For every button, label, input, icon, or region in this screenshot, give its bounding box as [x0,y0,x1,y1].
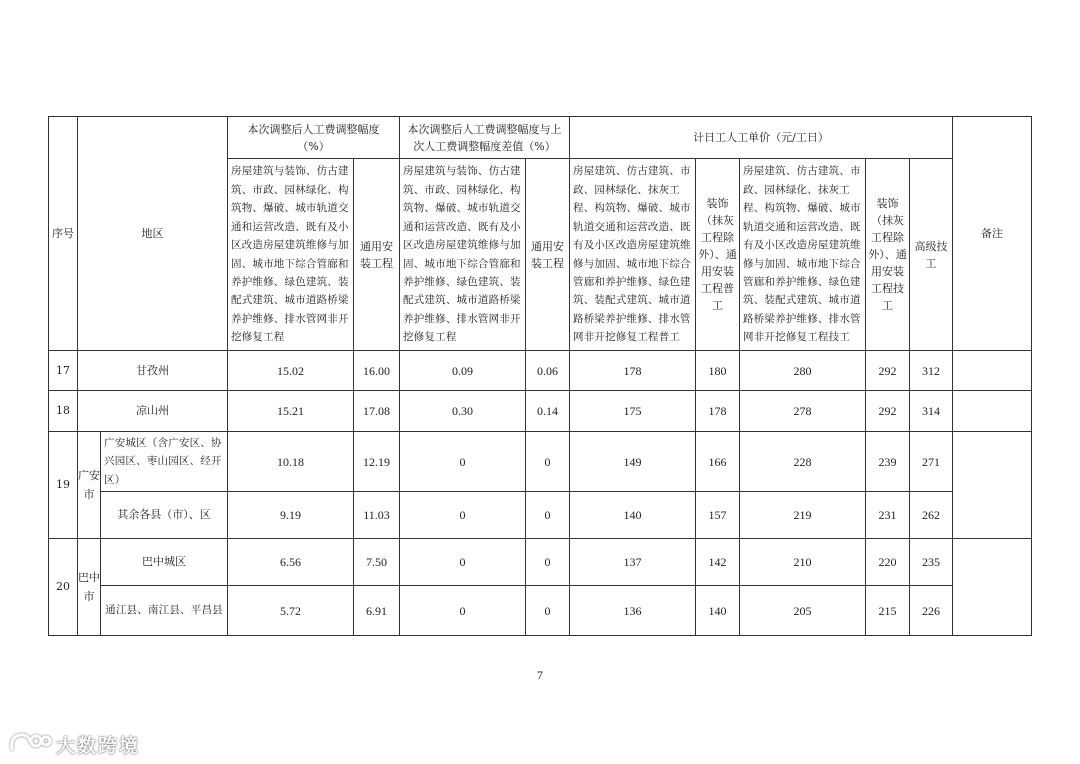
row-subregion: 广安城区（含广安区、协兴园区、枣山园区、经开区） [101,432,228,492]
cell-value: 215 [866,586,910,636]
cell-value: 0 [400,539,526,586]
row-subregion: 通江县、南江县、平昌县 [101,586,228,636]
header-region: 地区 [78,117,228,351]
cell-value: 6.56 [228,539,354,586]
cell-value: 136 [570,586,696,636]
row-remark [953,432,1032,539]
row-region: 甘孜州 [78,351,228,391]
cell-value: 16.00 [354,351,400,391]
cell-value: 205 [740,586,866,636]
cell-value: 278 [740,391,866,432]
cell-value: 17.08 [354,391,400,432]
cell-value: 226 [910,586,953,636]
cell-value: 178 [570,351,696,391]
cell-value: 0.09 [400,351,526,391]
cell-value: 178 [696,391,740,432]
cell-value: 0 [526,539,570,586]
cell-value: 0 [400,492,526,539]
cell-value: 11.03 [354,492,400,539]
watermark [8,729,140,759]
header-col-senior-skilled-worker: 高级技工 [910,159,953,351]
cell-value: 312 [910,351,953,391]
cell-value: 280 [740,351,866,391]
watermark-text: 大数跨境 [56,734,141,757]
cell-value: 0.06 [526,351,570,391]
header-group-daily-wage: 计日工人工单价（元/工日） [570,117,953,159]
cell-value: 0 [400,432,526,492]
cell-value: 142 [696,539,740,586]
cell-value: 271 [910,432,953,492]
row-seq: 17 [49,351,78,391]
cell-value: 0 [526,586,570,636]
cell-value: 10.18 [228,432,354,492]
cell-value: 7.50 [354,539,400,586]
cell-value: 140 [696,586,740,636]
row-city: 广安市 [78,432,101,539]
header-col-decoration-skilled-worker: 装饰（抹灰工程除外）、通用安装工程技工 [866,159,910,351]
table-row [49,432,1032,492]
cell-value: 0 [526,492,570,539]
header-col-decoration-general-worker: 装饰（抹灰工程除外）、通用安装工程普工 [696,159,740,351]
cell-value: 6.91 [354,586,400,636]
cell-value: 15.02 [228,351,354,391]
cell-value: 239 [866,432,910,492]
cell-value: 9.19 [228,492,354,539]
cell-value: 15.21 [228,391,354,432]
cell-value: 0.14 [526,391,570,432]
cell-value: 292 [866,391,910,432]
row-remark [953,351,1032,391]
cell-value: 157 [696,492,740,539]
header-col-install-diff: 通用安装工程 [526,159,570,351]
cell-value: 220 [866,539,910,586]
table-row [49,391,1032,432]
cell-value: 210 [740,539,866,586]
cell-value: 175 [570,391,696,432]
cell-value: 228 [740,432,866,492]
header-seq: 序号 [49,117,78,351]
cell-value: 0 [526,432,570,492]
row-seq: 18 [49,391,78,432]
row-subregion: 巴中城区 [101,539,228,586]
row-subregion: 其余各县（市）、区 [101,492,228,539]
row-remark [953,539,1032,636]
header-group-adjust-diff: 本次调整后人工费调整幅度与上次人工费调整幅度差值（%） [400,117,570,159]
cell-value: 262 [910,492,953,539]
cell-value: 12.19 [354,432,400,492]
cell-value: 180 [696,351,740,391]
cell-value: 235 [910,539,953,586]
header-group-adjust-range: 本次调整后人工费调整幅度（%） [228,117,400,159]
row-remark [953,391,1032,432]
table-row [49,492,1032,539]
header-remark: 备注 [953,117,1032,351]
cell-value: 314 [910,391,953,432]
table-row [49,586,1032,636]
wage-table [48,116,1032,636]
table-row [49,351,1032,391]
cell-value: 149 [570,432,696,492]
row-region: 凉山州 [78,391,228,432]
cell-value: 292 [866,351,910,391]
cell-value: 219 [740,492,866,539]
header-col-install-adjust: 通用安装工程 [354,159,400,351]
row-city: 巴中市 [78,539,101,636]
header-col-skilled-worker: 房屋建筑、仿古建筑、市政、园林绿化、抹灰工程、构筑物、爆破、城市轨道交通和运营改造、既有及小区改造房屋建筑维修与加固、城市地下综合管廊和养护维修、绿色建筑、装配式建筑、城市道路桥梁养护维修、排水管网非开挖修复工程技工 [740,159,866,351]
cell-value: 166 [696,432,740,492]
header-col-building-diff: 房屋建筑与装饰、仿古建筑、市政、园林绿化、构筑物、爆破、城市轨道交通和运营改造、既有及小区改造房屋建筑维修与加固、城市地下综合管廊和养护维修、绿色建筑、装配式建筑、城市道路桥梁养护维修、排水管网非开挖修复工程 [400,159,526,351]
cell-value: 140 [570,492,696,539]
row-seq: 19 [49,432,78,539]
cell-value: 0 [400,586,526,636]
row-seq: 20 [49,539,78,636]
header-col-general-worker: 房屋建筑、仿古建筑、市政、园林绿化、抹灰工程、构筑物、爆破、城市轨道交通和运营改造、既有及小区改造房屋建筑维修与加固、城市地下综合管廊和养护维修、绿色建筑、装配式建筑、城市道路桥梁养护维修、排水管网非开挖修复工程普工 [570,159,696,351]
cell-value: 0.30 [400,391,526,432]
header-col-building-adjust: 房屋建筑与装饰、仿古建筑、市政、园林绿化、构筑物、爆破、城市轨道交通和运营改造、既有及小区改造房屋建筑维修与加固、城市地下综合管廊和养护维修、绿色建筑、装配式建筑、城市道路桥梁养护维修、排水管网非开挖修复工程 [228,159,354,351]
table-row [49,539,1032,586]
cell-value: 231 [866,492,910,539]
logo-icon [8,729,52,760]
cell-value: 5.72 [228,586,354,636]
cell-value: 137 [570,539,696,586]
page-number: 7 [537,668,543,682]
